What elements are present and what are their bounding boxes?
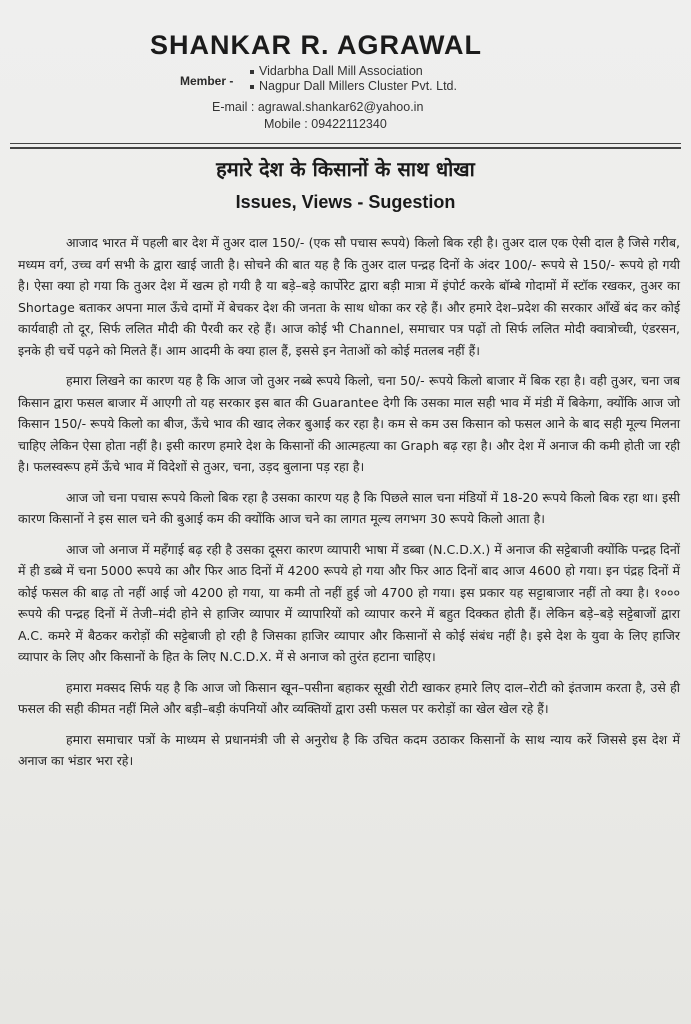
body-paragraph: हमारा समाचार पत्रों के माध्यम से प्रधानमंत्री जी से अनुरोध है कि उचित कदम उठाकर किसानों के साथ न्याय करें जिससे इस देश में अनाज का भंडार भरा रहे। [18, 731, 680, 768]
membership-label: Nagpur Dall Millers Cluster Pvt. Ltd. [259, 79, 457, 93]
contact-block [212, 99, 423, 133]
membership-item [250, 79, 457, 94]
membership-list [250, 64, 457, 94]
body-paragraph: हमारा लिखने का कारण यह है कि आज जो तुअर नब्बे रूपये किलो, चना 50/- रूपये किलो बाजार में बिक रहा है। वही तुअर, चना जब किसान द्वारा फसल बाजार में आएगी तो यह सरकार इस बात की Guarantee देगी कि उसका माल सही भाव में मंडी में बिकेगा, क्योंकि आज जो किसान 150/- रूपये किलो का बीज, ऊँचे भाव की खाद लेकर बुआई कर रहा है। कम से कम उस किसान को फसल आने के बाद सही मूल्य मिलना चाहिए लेकिन ऐसा होता नहीं है। इसी कारण हमारे देश के किसानों की आत्महत्या का Graph बढ़ रहा है। और देश में अनाज की कमी होती जा रही है। फलस्वरूप हमें ऊँचे भाव में विदेशों से तुअर, चना, उड़द बुलाना पड़ रहा है। [18, 373, 680, 474]
bullet-icon [250, 70, 254, 74]
body-paragraph: आजाद भारत में पहली बार देश में तुअर दाल 150/- (एक सौ पचास रूपये) किलो बिक रही है। तुअर दाल एक ऐसी दाल है जिसे गरीब, मध्यम वर्ग, उच्च वर्ग सभी के द्वारा खाई जाती है। सोचने की बात यह है कि तुअर दाल पन्द्रह दिनों के अंदर 100/- रूपये से 150/- रूपये हो गयी है। ऐसा क्या हो गया कि तुअर देश में खत्म हो गयी है या बड़े–बड़े कार्पोरेट द्वारा बड़ी मात्रा में इंपोर्ट करके बॉम्बे गोदामों में स्टॉक रखकर, तुअर का Shortage बताकर अपना माल ऊँचे दामों में बेचकर देश की जनता के साथ धोका कर रहे हैं। और हमारे देश–प्रदेश की सरकार आँखें बंद कर कोई कार्यवाही तो दूर, सिर्फ ललित मौदी की पैरवी कर रहे हैं। आज कोई भी Channel, समाचार पत्र पढ़ों तो सिर्फ ललित मोदी क्वात्रोच्ची, एंडरसन, इनके ही चर्चे पढ़ने को मिलते हैं। आम आदमी के क्या हाल हैं, इससे इन नेताओं को कोई मतलब नहीं हैं। [18, 235, 680, 358]
email-line: E-mail : agrawal.shankar62@yahoo.in [212, 100, 424, 114]
bullet-icon [250, 85, 254, 89]
member-label: Member - [180, 74, 234, 88]
header-divider [10, 147, 681, 149]
membership-item [250, 64, 457, 79]
body-paragraph: आज जो अनाज में महँगाई बढ़ रही है उसका दूसरा कारण व्यापारी भाषा में डब्बा (N.C.D.X.) में अनाज की सट्टेबाजी क्योंकि पन्द्रह दिनों में ही डब्बे में चना 5000 रूपये का और फिर आठ दिनों में 4200 रूपये हो गया और फिर आठ दिनों बाद आज 4600 हो गया। इन पंद्रह दिनों में कोई फसल की बाढ़ तो नहीं आई जो 4200 हो गया, या कमी तो नहीं हुई जो 4700 हो गया। इस प्रकार यह सट्टाबाजार नहीं तो क्या है। १००० रूपये की पन्द्रह दिनों में तेजी–मंदी होने से हाजिर व्यापार में व्यापारियों को व्यापार करने में बहुत दिक्कत होती हैं। लेकिन बड़े–बड़े सट्टेबाजों द्वारा A.C. कमरे में बैठकर करोड़ों की सट्टेबाजी हो रही है जिसका हाजिर व्यापार और किसानों से कोई संबंध नहीं है। इसे देश के युवा के लिए हाजिर व्यापार के लिए और किसानों के हित के लिए N.C.D.X. में से अनाज को तुरंत हटाना चाहिए। [18, 541, 680, 664]
letterhead [0, 0, 691, 150]
body-paragraph: हमारा मक्सद सिर्फ यह है कि आज जो किसान खून–पसीना बहाकर सूखी रोटी खाकर हमारे लिए दाल–रोटी को इंतजाम करता है, उसे ही फसल की सही कीमत नहीं मिले और बड़ी–बड़ी कंपनियों और व्यक्तियों द्वारा उसी फसल पर करोड़ों का खेल खेल रहे हैं। [18, 679, 680, 716]
document-subtitle: Issues, Views - Sugestion [235, 192, 456, 212]
body-paragraph: आज जो चना पचास रूपये किलो बिक रहा है उसका कारण यह है कि पिछले साल चना मंडियों में 18-20 रूपये किलो बिक रहा था। इसी कारण किसानों ने इस साल चने की बुआई कम की क्योंकि आज चने का लागत मूल्य लगभग 30 रूपये किलो आता है। [18, 489, 680, 526]
membership-label: Vidarbha Dall Mill Association [259, 64, 423, 78]
document-title: हमारे देश के किसानों के साथ धोखा [216, 157, 475, 181]
sender-name: SHANKAR R. AGRAWAL [150, 30, 482, 60]
mobile-line: Mobile : 09422112340 [264, 117, 387, 131]
header-divider [10, 143, 681, 144]
document-body [18, 232, 680, 781]
